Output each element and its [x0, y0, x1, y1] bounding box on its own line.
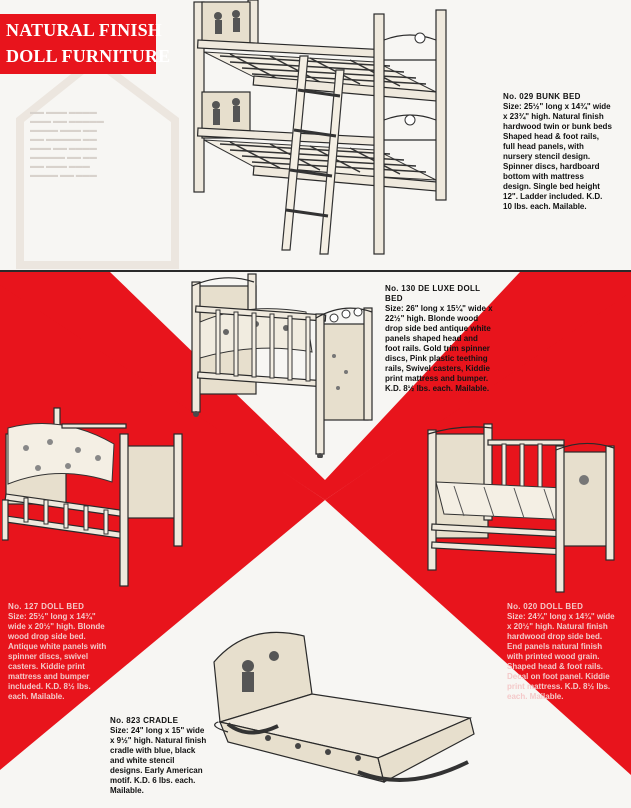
product-caption-130 [385, 284, 493, 394]
title-line-2: DOLL FURNITURE [6, 46, 171, 66]
product-description: Size: 24¾" long x 14¾" wide x 20½" high. Natural finish hardwood drop side bed. End panels natural finish with printed wood grain. Shaped head & foot rails. Decal on foot panel. Kiddie print mattress. K.D. 8½ lbs. each. Mailable. [507, 612, 615, 701]
title-banner [0, 14, 171, 74]
product-description: Size: 26" long x 15¼" wide x 22½" high. Blonde wood drop side bed antique white panels shaped head and foot rails. Gold trim spinner discs, Pink plastic teething rails, Swivel casters, Kiddie print mattress and bumper. K.D. 8½ lbs. each. Mailable. [385, 304, 493, 393]
deluxe-doll-bed-image [186, 272, 378, 458]
product-name: No. 020 DOLL BED [507, 602, 584, 611]
product-caption-029 [503, 92, 613, 212]
product-name: No. 127 DOLL BED [8, 602, 85, 611]
product-name: No. 130 DE LUXE DOLL BED [385, 284, 481, 303]
cradle-image [208, 622, 476, 788]
title-line-1: NATURAL FINISH [6, 20, 162, 40]
product-caption-823 [110, 716, 208, 796]
product-caption-020 [507, 602, 619, 702]
product-name: No. 029 BUNK BED [503, 92, 581, 101]
product-description: Size: 24" long x 15" wide x 9½" high. Natural finish cradle with blue, black and white stencil designs. Early American motif. K.D. 6 lbs. each. Mailable. [110, 726, 207, 795]
bunk-bed-image [190, 0, 460, 262]
ghost-text: ▬▬ ▬▬▬ ▬▬▬▬ ▬▬▬ ▬▬ ▬▬▬▬▬ ▬▬▬▬ ▬▬▬ ▬▬ ▬▬ ▬▬▬▬▬ ▬▬ ▬▬▬ ▬▬ ▬▬▬▬ ▬▬▬▬▬ ▬▬ ▬▬ ▬▬ ▬▬▬ ▬▬▬ ▬▬▬▬ ▬▬ ▬▬▬ [30, 109, 104, 179]
doll-bed-020-image [424, 420, 616, 594]
doll-bed-127-image [2, 404, 186, 588]
product-name: No. 823 CRADLE [110, 716, 179, 725]
product-caption-127 [8, 602, 110, 702]
product-description: Size: 25½" long x 14¾" wide x 20½" high. Blonde wood drop side bed. Antique white panels with spinner discs, swivel casters. Kiddie print mattress and bumper included. K.D. 8½ lbs. each. Mailable. [8, 612, 107, 701]
product-description: Size: 25½" long x 14¾" wide x 23¾" high. Natural finish hardwood twin or bunk beds Shaped head & foot rails, full head panels, with nursery stencil design. Spinner discs, hardboard bottom with mattress design. Single bed height 12". Ladder included. K.D. 10 lbs. each. Mailable. [503, 102, 612, 211]
